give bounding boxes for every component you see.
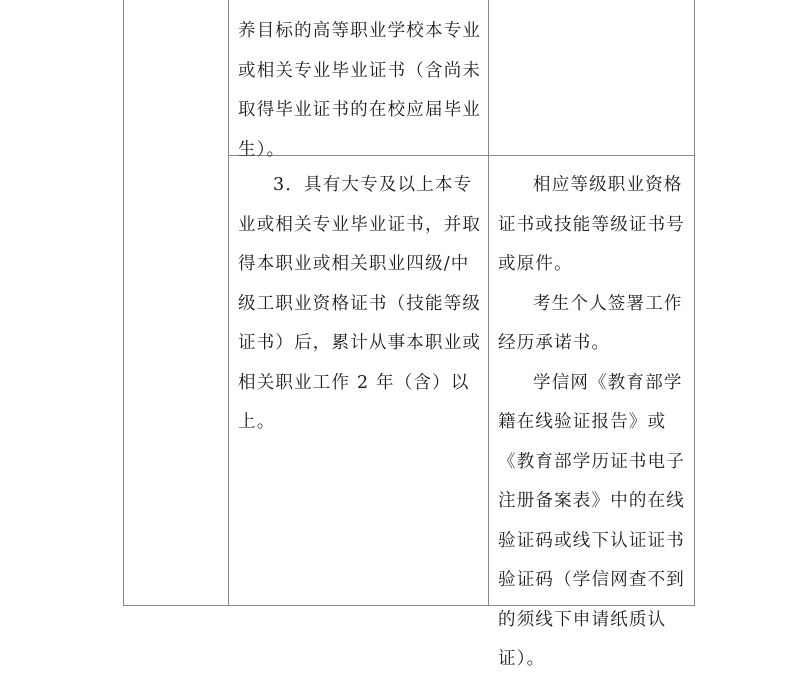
materials-cell-row2 — [498, 166, 688, 680]
material-item: 考生个人签署工作经历承诺书。 — [498, 293, 683, 353]
requirement-text-row1: 养目标的高等职业学校本专业或相关专业毕业证书（含尚未取得毕业证书的在校应届毕业生）。 — [238, 21, 482, 160]
table-border-col2 — [488, 0, 489, 605]
requirement-cell-row1 — [238, 12, 482, 170]
material-item: 相应等级职业资格证书或技能等级证书号或原件。 — [498, 175, 685, 274]
material-item: 学信网《教育部学籍在线验证报告》或《教育部学历证书电子注册备案表》中的在线验证码或线下认证证书验证码（学信网查不到的须线下申请纸质认证）。 — [498, 372, 685, 669]
requirement-cell-row2 — [238, 166, 482, 443]
table-border-right — [694, 0, 695, 605]
table-border-col1 — [228, 0, 229, 605]
requirement-text-row2: 3．具有大专及以上本专业或相关专业毕业证书，并取得本职业或相关职业四级/中级工职业资格证书（技能等级证书）后，累计从事本职业或相关职业工作 2 年（含）以上。 — [238, 175, 482, 432]
table-border-left — [123, 0, 124, 605]
